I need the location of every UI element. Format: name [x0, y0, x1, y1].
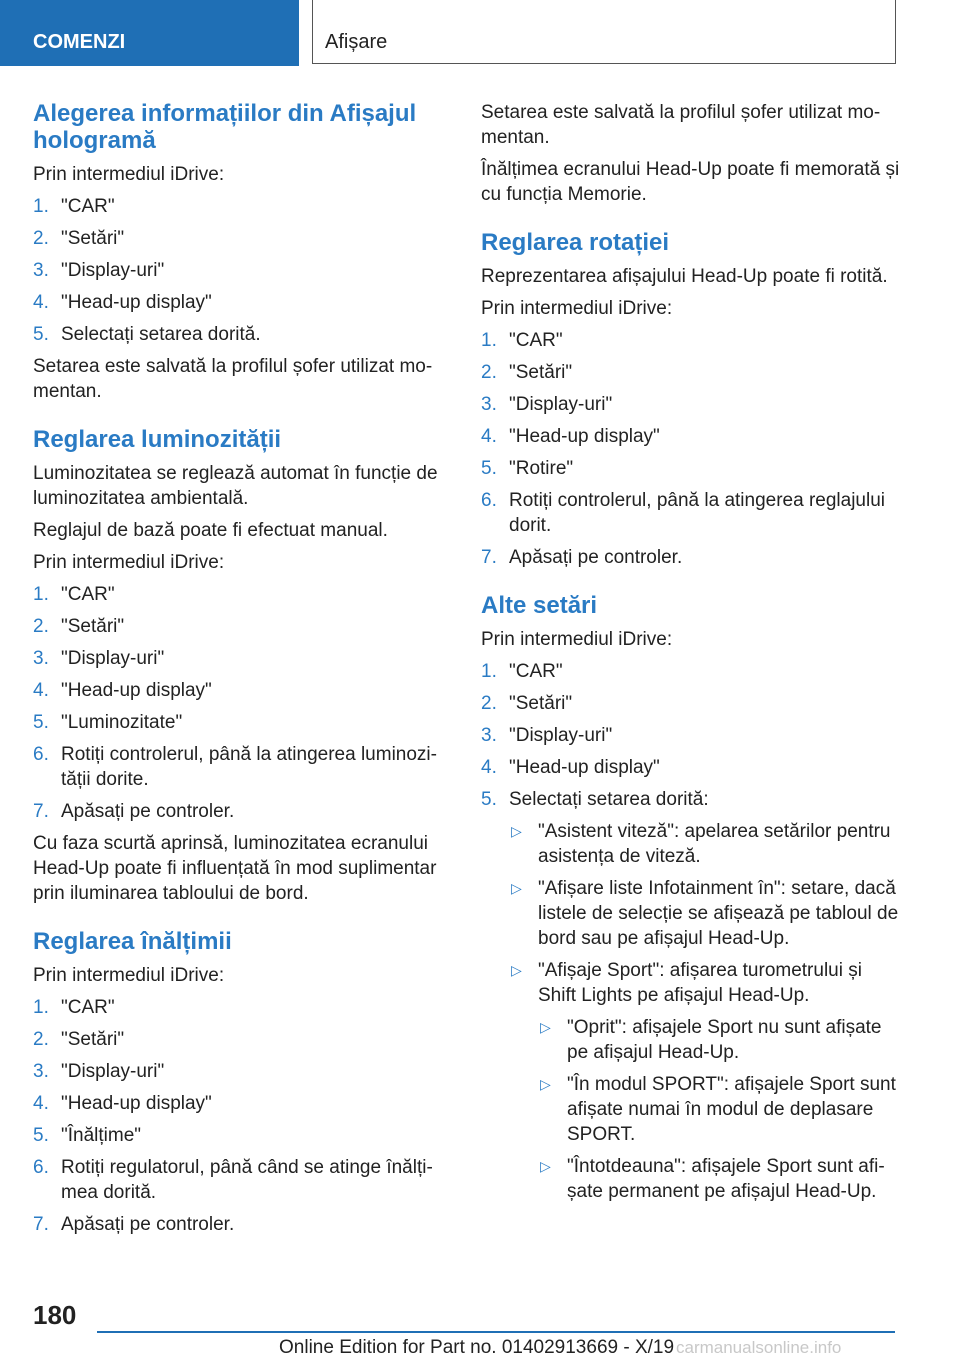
- step-number: 1.: [33, 997, 49, 1018]
- list-item: 3. "Display-uri": [33, 260, 165, 281]
- step-number: 4.: [481, 426, 497, 447]
- section-title: Afișare: [312, 0, 896, 64]
- section-heading-rotation: Reglarea rotației: [481, 229, 670, 256]
- sub-sub-list-item: ▷ "Întotdeauna": afișajele Sport sunt afișate permanent pe afișajul Head-Up.: [540, 1156, 885, 1202]
- step-number: 5.: [481, 789, 497, 810]
- step-number: 1.: [33, 196, 49, 217]
- list-item: 6. Rotiți controlerul, până la atingerea luminozității dorite.: [33, 744, 437, 790]
- step-number: 5.: [33, 324, 49, 345]
- list-item: 1. "CAR": [481, 661, 563, 682]
- sub-sub-list: [538, 1015, 901, 1204]
- step-number: 6.: [481, 490, 497, 511]
- triangle-right-icon: ▷: [540, 1019, 551, 1035]
- triangle-right-icon: ▷: [540, 1076, 551, 1092]
- list-item: 7. Apăsați pe controler.: [33, 801, 235, 822]
- list-item: 2. "Setări": [33, 228, 125, 249]
- list-item: 3. "Display-uri": [33, 648, 165, 669]
- step-number: 1.: [481, 330, 497, 351]
- sub-list-item: ▷ "Asistent viteză": apelarea setărilor pentru asistența de viteză.: [511, 821, 891, 867]
- body-text: Setarea este salvată la profilul șofer utilizat momentan.: [481, 102, 881, 148]
- list-item: 5. "Înălțime": [33, 1125, 142, 1146]
- steps-list-hologram: [33, 194, 443, 347]
- intro-text: Prin intermediul iDrive:: [33, 965, 225, 986]
- step-number: 3.: [33, 1061, 49, 1082]
- note-text: Setarea este salvată la profilul șofer utilizat momentan.: [33, 356, 433, 402]
- step-number: 4.: [481, 757, 497, 778]
- chapter-tab: COMENZI: [0, 0, 299, 66]
- step-number: 6.: [33, 1157, 49, 1178]
- list-item: 6. Rotiți controlerul, până la atingerea reglajului dorit.: [481, 490, 886, 536]
- step-number: 2.: [33, 228, 49, 249]
- list-item: 3. "Display-uri": [33, 1061, 165, 1082]
- list-item: 4. "Head-up display": [481, 757, 660, 778]
- watermark: carmanualsonline.info: [676, 1338, 842, 1357]
- steps-list-other: [481, 659, 901, 1204]
- list-item: 4. "Head-up display": [33, 1093, 212, 1114]
- intro-text: Prin intermediul iDrive:: [33, 552, 225, 573]
- step-number: 5.: [33, 712, 49, 733]
- list-item: 2. "Setări": [481, 693, 573, 714]
- step-number: 7.: [33, 1214, 49, 1235]
- step-number: 5.: [481, 458, 497, 479]
- step-number: 4.: [33, 1093, 49, 1114]
- section-heading-height: Reglarea înălțimii: [33, 928, 232, 955]
- note-text: Cu faza scurtă aprinsă, luminozitatea ecranului Head-Up poate fi influențată în mod suplimentar prin iluminarea tabloului de bord.: [33, 833, 437, 904]
- list-item: 2. "Setări": [33, 616, 125, 637]
- list-item: 2. "Setări": [481, 362, 573, 383]
- list-item: 5. Selectați setarea dorită: ▷ "Asistent viteză": apelarea setărilor pentru asistența de viteză. ▷ "Afișare liste Infotainment în": setare, dacă listele de selecție se afișează pe tabloul de bord sau pe afișajul Head-Up. ▷ "Afișaje Sport": afișarea turometrului și Shift Lights pe afișajul Head-Up. ▷ "Oprit": afișajele Sport nu sunt afișate pe afișajul Head-Up. ▷ "În modul SPORT": afișajele Sport sunt afișate numai în modul de deplasare SPORT. ▷ "Întotdeauna": afișajele Sport sunt afișate permanent pe afișajul Head-Up.: [481, 787, 901, 1204]
- step-number: 2.: [481, 362, 497, 383]
- step-number: 2.: [33, 1029, 49, 1050]
- list-item: 5. "Rotire": [481, 458, 574, 479]
- step-number: 3.: [481, 725, 497, 746]
- step-number: 2.: [33, 616, 49, 637]
- body-text: Reprezentarea afișajului Head-Up poate fi rotită.: [481, 266, 888, 287]
- steps-list-rotation: [481, 328, 901, 570]
- list-item: 1. "CAR": [33, 997, 115, 1018]
- sub-list-item: ▷ "Afișare liste Infotainment în": setare, dacă listele de selecție se afișează pe tabloul de bord sau pe afișajul Head-Up.: [511, 878, 899, 949]
- step-number: 4.: [33, 292, 49, 313]
- list-item: 5. "Luminozitate": [33, 712, 183, 733]
- steps-list-height: [33, 995, 443, 1237]
- left-column: [33, 100, 443, 1244]
- list-item: 3. "Display-uri": [481, 394, 613, 415]
- edition-text: Online Edition for Part no. 01402913669 - X/19: [279, 1337, 675, 1358]
- list-item: 1. "CAR": [33, 196, 115, 217]
- sub-sub-list-item: ▷ "Oprit": afișajele Sport nu sunt afișate pe afișajul Head-Up.: [540, 1017, 882, 1063]
- footer-divider: [97, 1331, 895, 1333]
- section-heading-other-settings: Alte setări: [481, 592, 598, 619]
- intro-text: Prin intermediul iDrive:: [33, 164, 225, 185]
- list-item: 4. "Head-up display": [33, 680, 212, 701]
- triangle-right-icon: ▷: [540, 1158, 551, 1174]
- page-header: [0, 0, 960, 66]
- page-number: 180: [33, 1300, 77, 1330]
- list-item: 3. "Display-uri": [481, 725, 613, 746]
- body-text: Înălțimea ecranului Head-Up poate fi memorată și cu funcția Memorie.: [481, 159, 900, 205]
- triangle-right-icon: ▷: [511, 823, 522, 839]
- intro-text: Prin intermediul iDrive:: [481, 298, 673, 319]
- section-heading-hologram: Alegerea informațiilor din Afișajul hologramă: [33, 100, 417, 154]
- step-number: 4.: [33, 680, 49, 701]
- intro-text: Prin intermediul iDrive:: [481, 629, 673, 650]
- step-number: 3.: [33, 648, 49, 669]
- step-number: 2.: [481, 693, 497, 714]
- step-number: 3.: [33, 260, 49, 281]
- sub-sub-list-item: ▷ "În modul SPORT": afișajele Sport sunt afișate numai în modul de deplasare SPORT.: [540, 1074, 896, 1145]
- body-text: Reglajul de bază poate fi efectuat manual.: [33, 520, 388, 541]
- list-item: 6. Rotiți regulatorul, până când se atinge înălțimea dorită.: [33, 1157, 433, 1203]
- step-number: 3.: [481, 394, 497, 415]
- sub-list-item: ▷ "Afișaje Sport": afișarea turometrului și Shift Lights pe afișajul Head-Up. ▷ "Oprit": afișajele Sport nu sunt afișate pe afișajul Head-Up. ▷ "În modul SPORT": afișajele Sport sunt afișate numai în modul de deplasare SPORT. ▷ "Întotdeauna": afișajele Sport sunt afișate permanent pe afișajul Head-Up.: [509, 958, 901, 1204]
- steps-list-brightness: [33, 582, 443, 824]
- list-item: 1. "CAR": [481, 330, 563, 351]
- step-number: 5.: [33, 1125, 49, 1146]
- list-item: 1. "CAR": [33, 584, 115, 605]
- list-item: 2. "Setări": [33, 1029, 125, 1050]
- step-number: 1.: [33, 584, 49, 605]
- step-number: 7.: [33, 801, 49, 822]
- right-column: [481, 100, 901, 1211]
- step-number: 6.: [33, 744, 49, 765]
- list-item: 4. "Head-up display": [33, 292, 212, 313]
- section-heading-brightness: Reglarea luminozității: [33, 426, 282, 453]
- body-text: Luminozitatea se reglează automat în funcție de luminozitatea ambientală.: [33, 463, 438, 509]
- list-item: 7. Apăsați pe controler.: [481, 547, 683, 568]
- list-item: 4. "Head-up display": [481, 426, 660, 447]
- triangle-right-icon: ▷: [511, 880, 522, 896]
- list-item: 5. Selectați setarea dorită.: [33, 324, 261, 345]
- step-number: 7.: [481, 547, 497, 568]
- list-item: 7. Apăsați pe controler.: [33, 1214, 235, 1235]
- triangle-right-icon: ▷: [511, 962, 522, 978]
- step-number: 1.: [481, 661, 497, 682]
- sub-list: [509, 819, 901, 1204]
